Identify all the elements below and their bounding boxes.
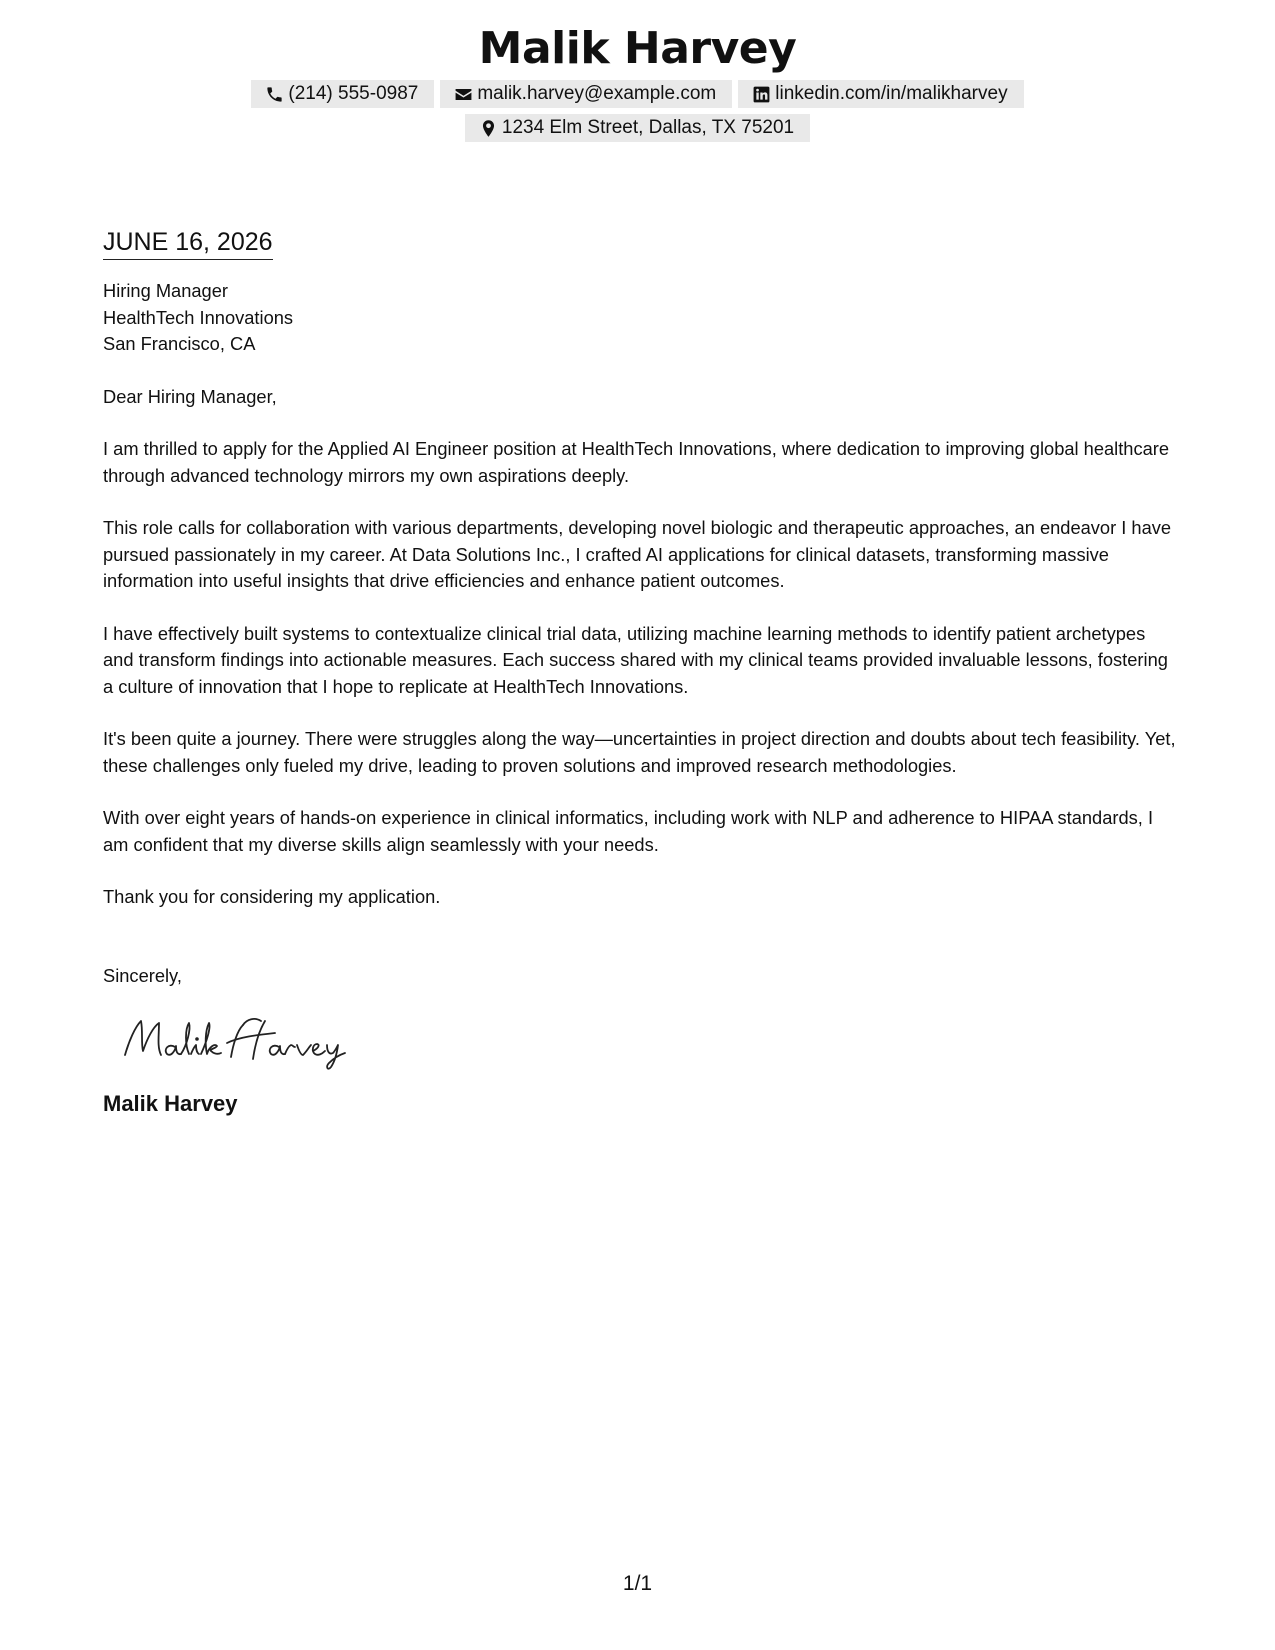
contact-row-1 — [0, 80, 1275, 108]
signer-name: Malik Harvey — [103, 1091, 238, 1116]
body-paragraph: Thank you for considering my application. — [103, 886, 441, 907]
address-text: 1234 Elm Street, Dallas, TX 75201 — [501, 117, 795, 138]
closing: Sincerely, — [103, 964, 182, 986]
salutation: Dear Hiring Manager, — [103, 385, 277, 407]
body-paragraph: This role calls for collaboration with various departments, developing novel biologic and therapeutic approaches, an endeavor I have pursued passionately in my career. At Data Solutions Inc., I crafted AI applications for clinical datasets, transforming massive information into useful insights that drive efficiencies and enhance patient outcomes. — [103, 517, 1172, 591]
body-paragraph: I am thrilled to apply for the Applied AI Engineer position at HealthTech Innovations, where dedication to improving global healthcare through advanced technology mirrors my own aspirations deeply. — [103, 438, 1170, 486]
map-pin-icon — [479, 119, 498, 138]
page-number: 1/1 — [622, 1572, 653, 1595]
letter-date: JUNE 16, 2026 — [103, 225, 273, 260]
handwritten-signature — [119, 1011, 1178, 1071]
contact-email[interactable] — [440, 80, 732, 108]
linkedin-icon — [752, 85, 771, 104]
recipient-line: HealthTech Innovations — [103, 306, 294, 328]
recipient-block — [103, 278, 1178, 358]
contact-row-2 — [0, 114, 1275, 142]
body-paragraph: I have effectively built systems to contextualize clinical trial data, utilizing machine learning methods to identify patient archetypes and transform findings into actionable measures. Each success shared with my clinical teams provided invaluable lessons, fostering a culture of innovation that I hope to replicate at HealthTech Innovations. — [103, 622, 1168, 697]
phone-icon — [265, 85, 284, 104]
contact-address[interactable] — [465, 114, 810, 142]
body-paragraph: It's been quite a journey. There were struggles along the way—uncertainties in project direction and doubts about tech feasibility. Yet, these challenges only fueled my drive, leading to proven solutions and improved research methodologies. — [103, 728, 1176, 776]
letter-body — [103, 225, 1178, 1119]
contact-phone[interactable] — [251, 80, 434, 108]
contact-linkedin[interactable] — [738, 80, 1023, 108]
phone-text: (214) 555-0987 — [288, 83, 419, 104]
letter-header — [0, 18, 1275, 142]
body-paragraph: With over eight years of hands-on experience in clinical informatics, including work with NLP and adherence to HIPAA standards, I am confident that my diverse skills align seamlessly with your needs. — [103, 807, 1154, 855]
recipient-line: Hiring Manager — [103, 280, 228, 301]
email-text: malik.harvey@example.com — [477, 83, 717, 104]
linkedin-text: linkedin.com/in/malikharvey — [775, 83, 1008, 104]
signature-image — [119, 1011, 359, 1071]
recipient-line: San Francisco, CA — [103, 333, 256, 354]
envelope-icon — [454, 85, 473, 104]
applicant-name: Malik Harvey — [478, 23, 797, 74]
